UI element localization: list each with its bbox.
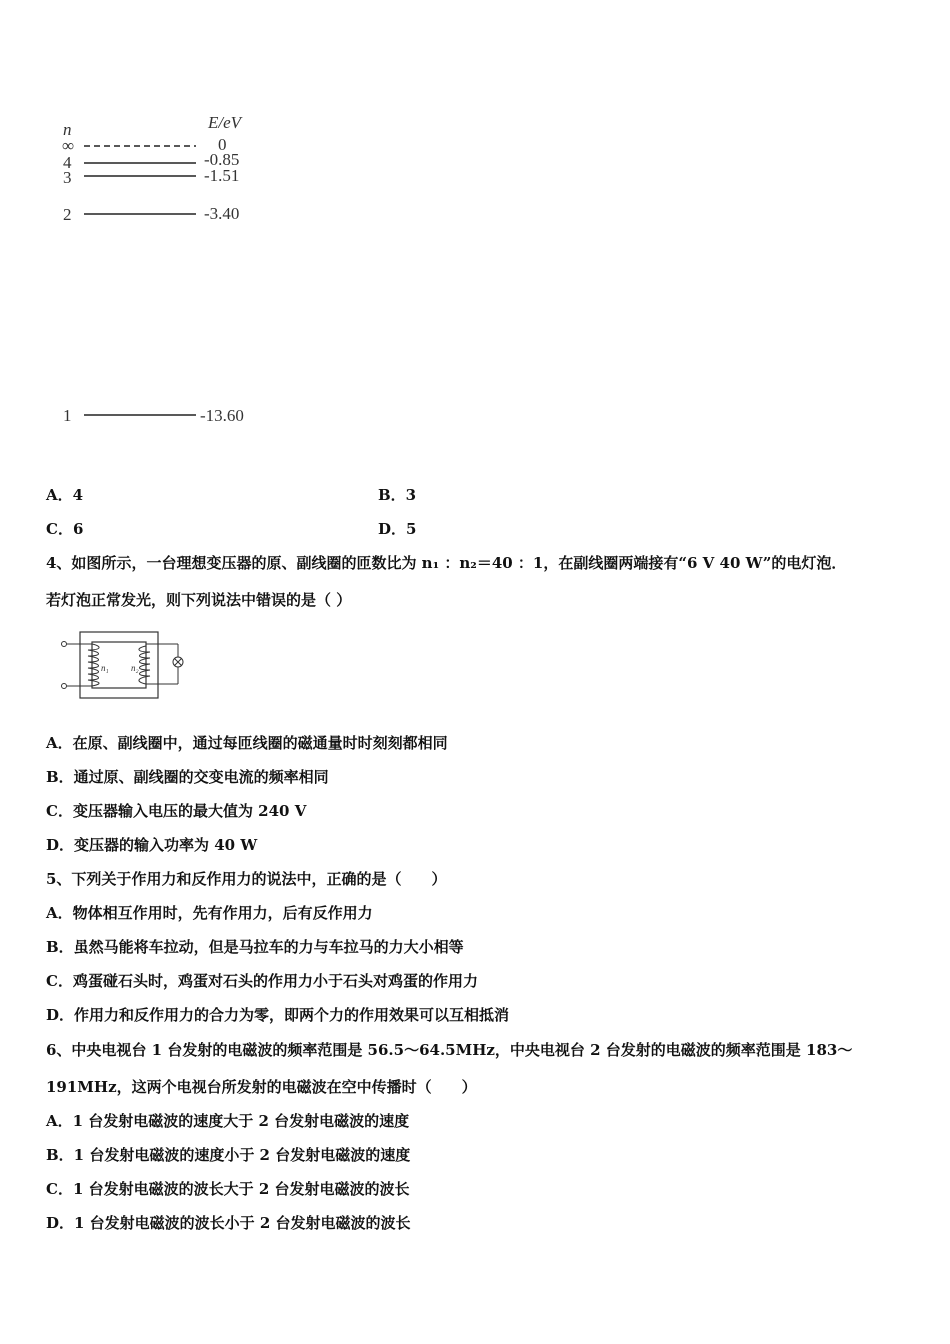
n1-label: n₁ bbox=[101, 663, 109, 673]
level-n-1: 1 bbox=[63, 406, 72, 425]
level-energy-inf: 0 bbox=[218, 135, 227, 154]
q3-option-d[interactable]: D．5 bbox=[378, 520, 417, 538]
q6-stem-line2: 191MHz，这两个电视台所发射的电磁波在空中传播时（ ） bbox=[46, 1078, 477, 1096]
q6-stem-line1: 6、中央电视台 1 台发射的电磁波的频率范围是 56.5～64.5MHz，中央电视台 2 台发射的电磁波的频率范围是 183～ bbox=[46, 1041, 853, 1059]
q6-option-d[interactable]: D．1 台发射电磁波的波长小于 2 台发射电磁波的波长 bbox=[46, 1214, 411, 1232]
input-terminal-bottom bbox=[62, 684, 67, 689]
primary-coil bbox=[88, 644, 99, 686]
q4-option-a[interactable]: A．在原、副线圈中，通过每匝线圈的磁通量时时刻刻都相同 bbox=[46, 734, 448, 752]
q6-option-b[interactable]: B．1 台发射电磁波的速度小于 2 台发射电磁波的速度 bbox=[46, 1146, 411, 1164]
q6-option-c[interactable]: C．1 台发射电磁波的波长大于 2 台发射电磁波的波长 bbox=[46, 1180, 410, 1198]
level-n-inf: ∞ bbox=[62, 136, 75, 155]
q4-stem-line1: 4、如图所示，一台理想变压器的原、副线圈的匝数比为 n₁ ：n₂＝40 ：1，在副线圈两端接有“6 V 40 W”的电灯泡． bbox=[46, 554, 847, 572]
q5-stem: 5、下列关于作用力和反作用力的说法中，正确的是（ ） bbox=[46, 870, 447, 888]
q4-option-d[interactable]: D．变压器的输入功率为 40 W bbox=[46, 836, 258, 854]
q6-option-a[interactable]: A．1 台发射电磁波的速度大于 2 台发射电磁波的速度 bbox=[46, 1112, 410, 1130]
q5-option-c[interactable]: C．鸡蛋碰石头时，鸡蛋对石头的作用力小于石头对鸡蛋的作用力 bbox=[46, 972, 478, 990]
q5-option-b[interactable]: B．虽然马能将车拉动，但是马拉车的力与车拉马的力大小相等 bbox=[46, 938, 464, 956]
level-n-3: 3 bbox=[63, 168, 72, 187]
energy-axis-label: E/eV bbox=[208, 113, 242, 132]
q5-option-a[interactable]: A．物体相互作用时，先有作用力，后有反作用力 bbox=[46, 904, 373, 922]
q3-option-b[interactable]: B．3 bbox=[378, 486, 417, 504]
n2-label: n₂ bbox=[131, 663, 139, 673]
input-terminal-top bbox=[62, 642, 67, 647]
level-energy-2: -3.40 bbox=[204, 204, 240, 223]
level-n-2: 2 bbox=[63, 205, 72, 224]
level-n-4: 4 bbox=[63, 153, 72, 172]
level-energy-1: -13.60 bbox=[200, 406, 244, 425]
n-axis-label: n bbox=[63, 120, 72, 139]
q4-option-b[interactable]: B．通过原、副线圈的交变电流的频率相同 bbox=[46, 768, 329, 786]
transformer-figure bbox=[58, 628, 193, 703]
q3-option-a[interactable]: A．4 bbox=[46, 486, 84, 504]
q5-option-d[interactable]: D．作用力和反作用力的合力为零，即两个力的作用效果可以互相抵消 bbox=[46, 1006, 510, 1024]
secondary-coil bbox=[139, 646, 150, 684]
q4-option-c[interactable]: C．变压器输入电压的最大值为 240 V bbox=[46, 802, 307, 820]
level-energy-3: -1.51 bbox=[204, 166, 240, 185]
q4-stem-line2: 若灯泡正常发光，则下列说法中错误的是（ ） bbox=[46, 591, 352, 609]
q3-option-c[interactable]: C．6 bbox=[46, 520, 84, 538]
energy-level-diagram bbox=[50, 108, 270, 438]
level-energy-4: -0.85 bbox=[204, 150, 240, 169]
